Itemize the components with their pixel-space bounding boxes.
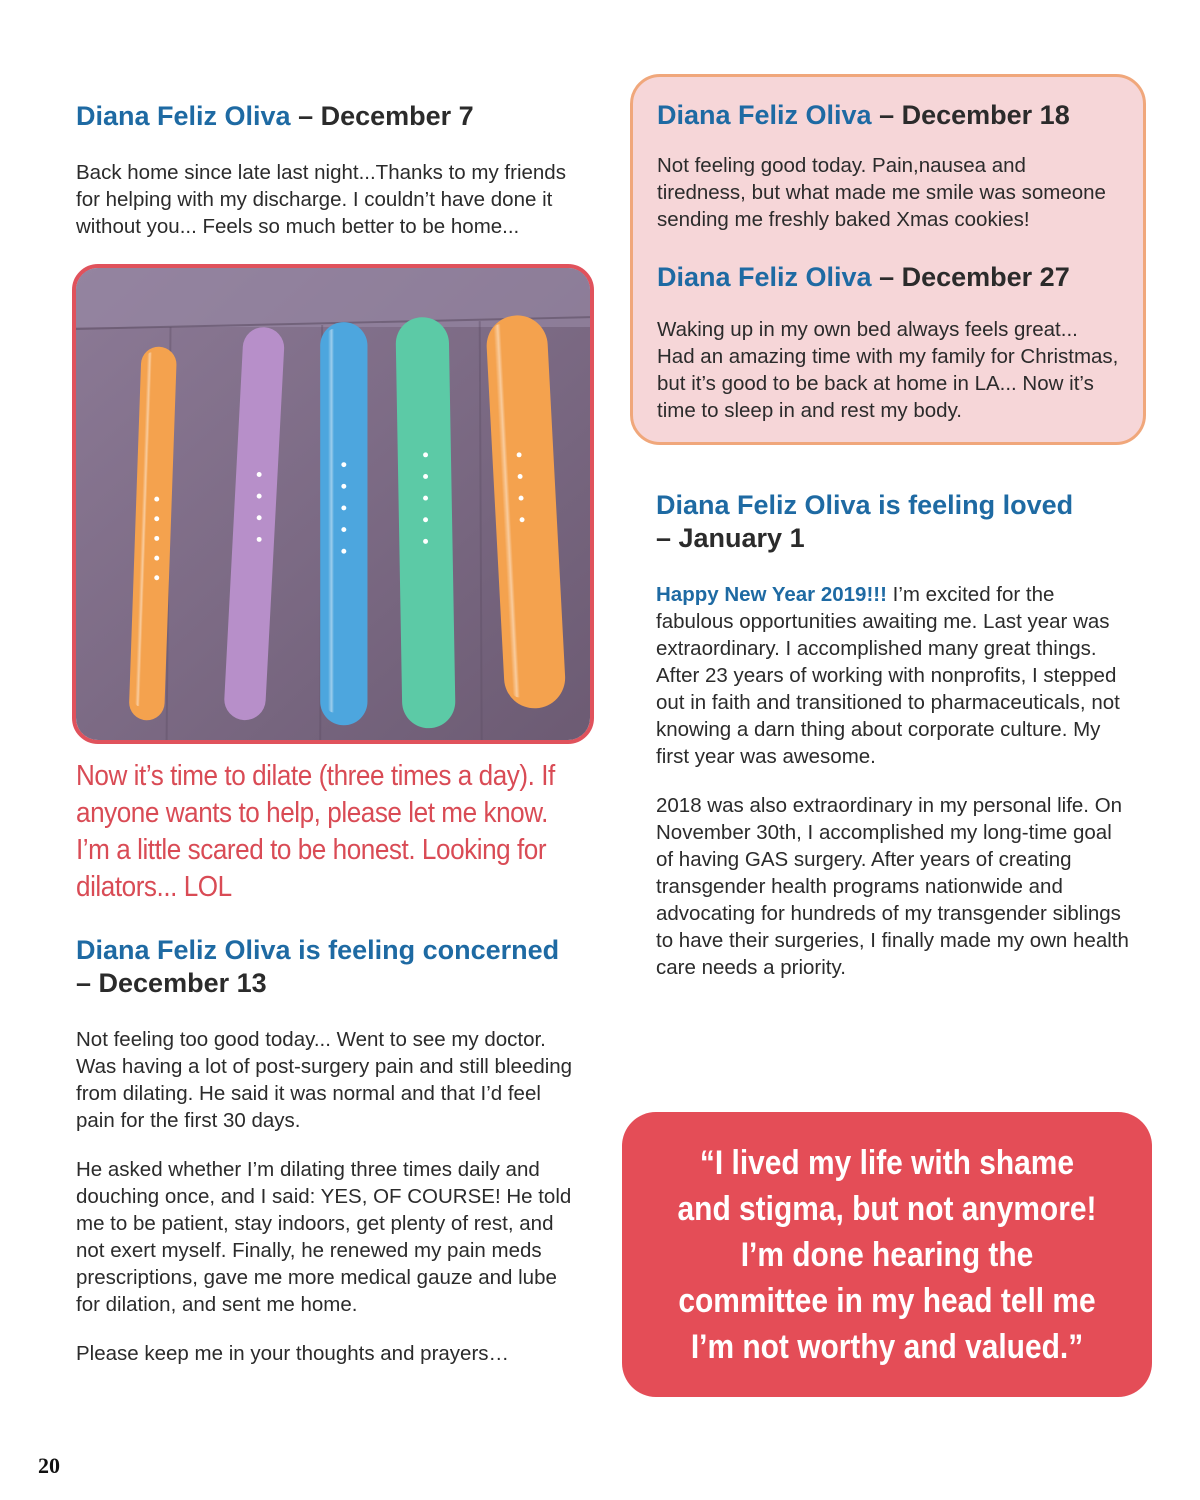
page-number: 20 — [38, 1453, 60, 1478]
post-body-dec7: Back home since late last night...Thanks to my friends for helping with my discharge. I couldn’t have done it without you... Feels so much better to be home... — [76, 161, 566, 238]
author-name: Diana Feliz Oliva is feeling concerned — [76, 935, 560, 965]
post-body-dec27: Waking up in my own bed always feels great... Had an amazing time with my family for Christmas, but it’s good to be back at home in LA... Now it’s time to sleep in and rest my body. — [657, 318, 1119, 422]
photo-caption: Now it’s time to dilate (three times a day). If anyone wants to help, please let me know. I’m a little scared to be honest. Looking for dilators... LOL — [76, 760, 555, 903]
post-date: – January 1 — [656, 523, 805, 553]
right-column — [630, 74, 1150, 981]
post-body-dec18: Not feeling good today. Pain,nausea and tiredness, but what made me smile was someone sending me freshly baked Xmas cookies! — [657, 154, 1106, 231]
post-heading-dec7 — [76, 100, 576, 133]
author-name: Diana Feliz Oliva — [657, 262, 872, 292]
post-body-jan1-p2: 2018 was also extraordinary in my personal life. On November 30th, I accomplished my long-time goal of having GAS surgery. After years of creating transgender health programs nationwide and advocating for hundreds of my transgender siblings to have their surgeries, I finally made my own health care needs a priority. — [656, 794, 1129, 979]
post-date: – December 7 — [298, 101, 474, 131]
post-body-jan1-p1 — [630, 581, 1130, 770]
pull-quote: “I lived my life with shame and stigma, but not anymore! I’m done hearing the committee in my head tell me I’m not worthy and valued.” — [677, 1143, 1097, 1366]
author-name: Diana Feliz Oliva — [76, 101, 291, 131]
post-heading-dec18 — [657, 99, 1119, 132]
post-date: – December 18 — [879, 100, 1070, 130]
post-date: – December 13 — [76, 968, 267, 998]
post-heading-dec27 — [657, 261, 1119, 294]
post-body-dec13-p3: Please keep me in your thoughts and prayers… — [76, 1342, 510, 1365]
post-date: – December 27 — [879, 262, 1070, 292]
author-name: Diana Feliz Oliva — [657, 100, 872, 130]
post-heading-jan1 — [630, 489, 1150, 555]
pink-post-box — [630, 74, 1146, 445]
left-column — [76, 100, 576, 1367]
post-body-jan1-text: I’m excited for the fabulous opportunities awaiting me. Last year was extraordinary. I accomplished many great things. After 23 years of working with nonprofits, I stepped out in faith and transitioned to pharmaceuticals, not knowing a darn thing about corporate culture. My first year was awesome. — [656, 583, 1120, 768]
author-name: Diana Feliz Oliva is feeling loved — [656, 490, 1074, 520]
pull-quote-box — [622, 1112, 1152, 1397]
dilator-blue — [320, 322, 367, 725]
dilators-illustration — [76, 268, 590, 740]
post-heading-dec13 — [76, 934, 576, 1000]
post-body-dec13-p1: Not feeling too good today... Went to see my doctor. Was having a lot of post-surgery pain and still bleeding from dilating. He said it was normal and that I’d feel pain for the first 30 days. — [76, 1028, 573, 1132]
dilator-green — [395, 317, 455, 729]
dilators-photo — [72, 264, 594, 744]
new-year-highlight: Happy New Year 2019!!! — [656, 583, 887, 606]
post-body-dec13-p2: He asked whether I’m dilating three times daily and douching once, and I said: YES, OF COURSE! He told me to be patient, stay indoors, get plenty of rest, and not exert myself. Finally, he renewed my pain meds prescriptions, gave me more medical gauze and lube for dilation, and sent me home. — [76, 1158, 572, 1316]
